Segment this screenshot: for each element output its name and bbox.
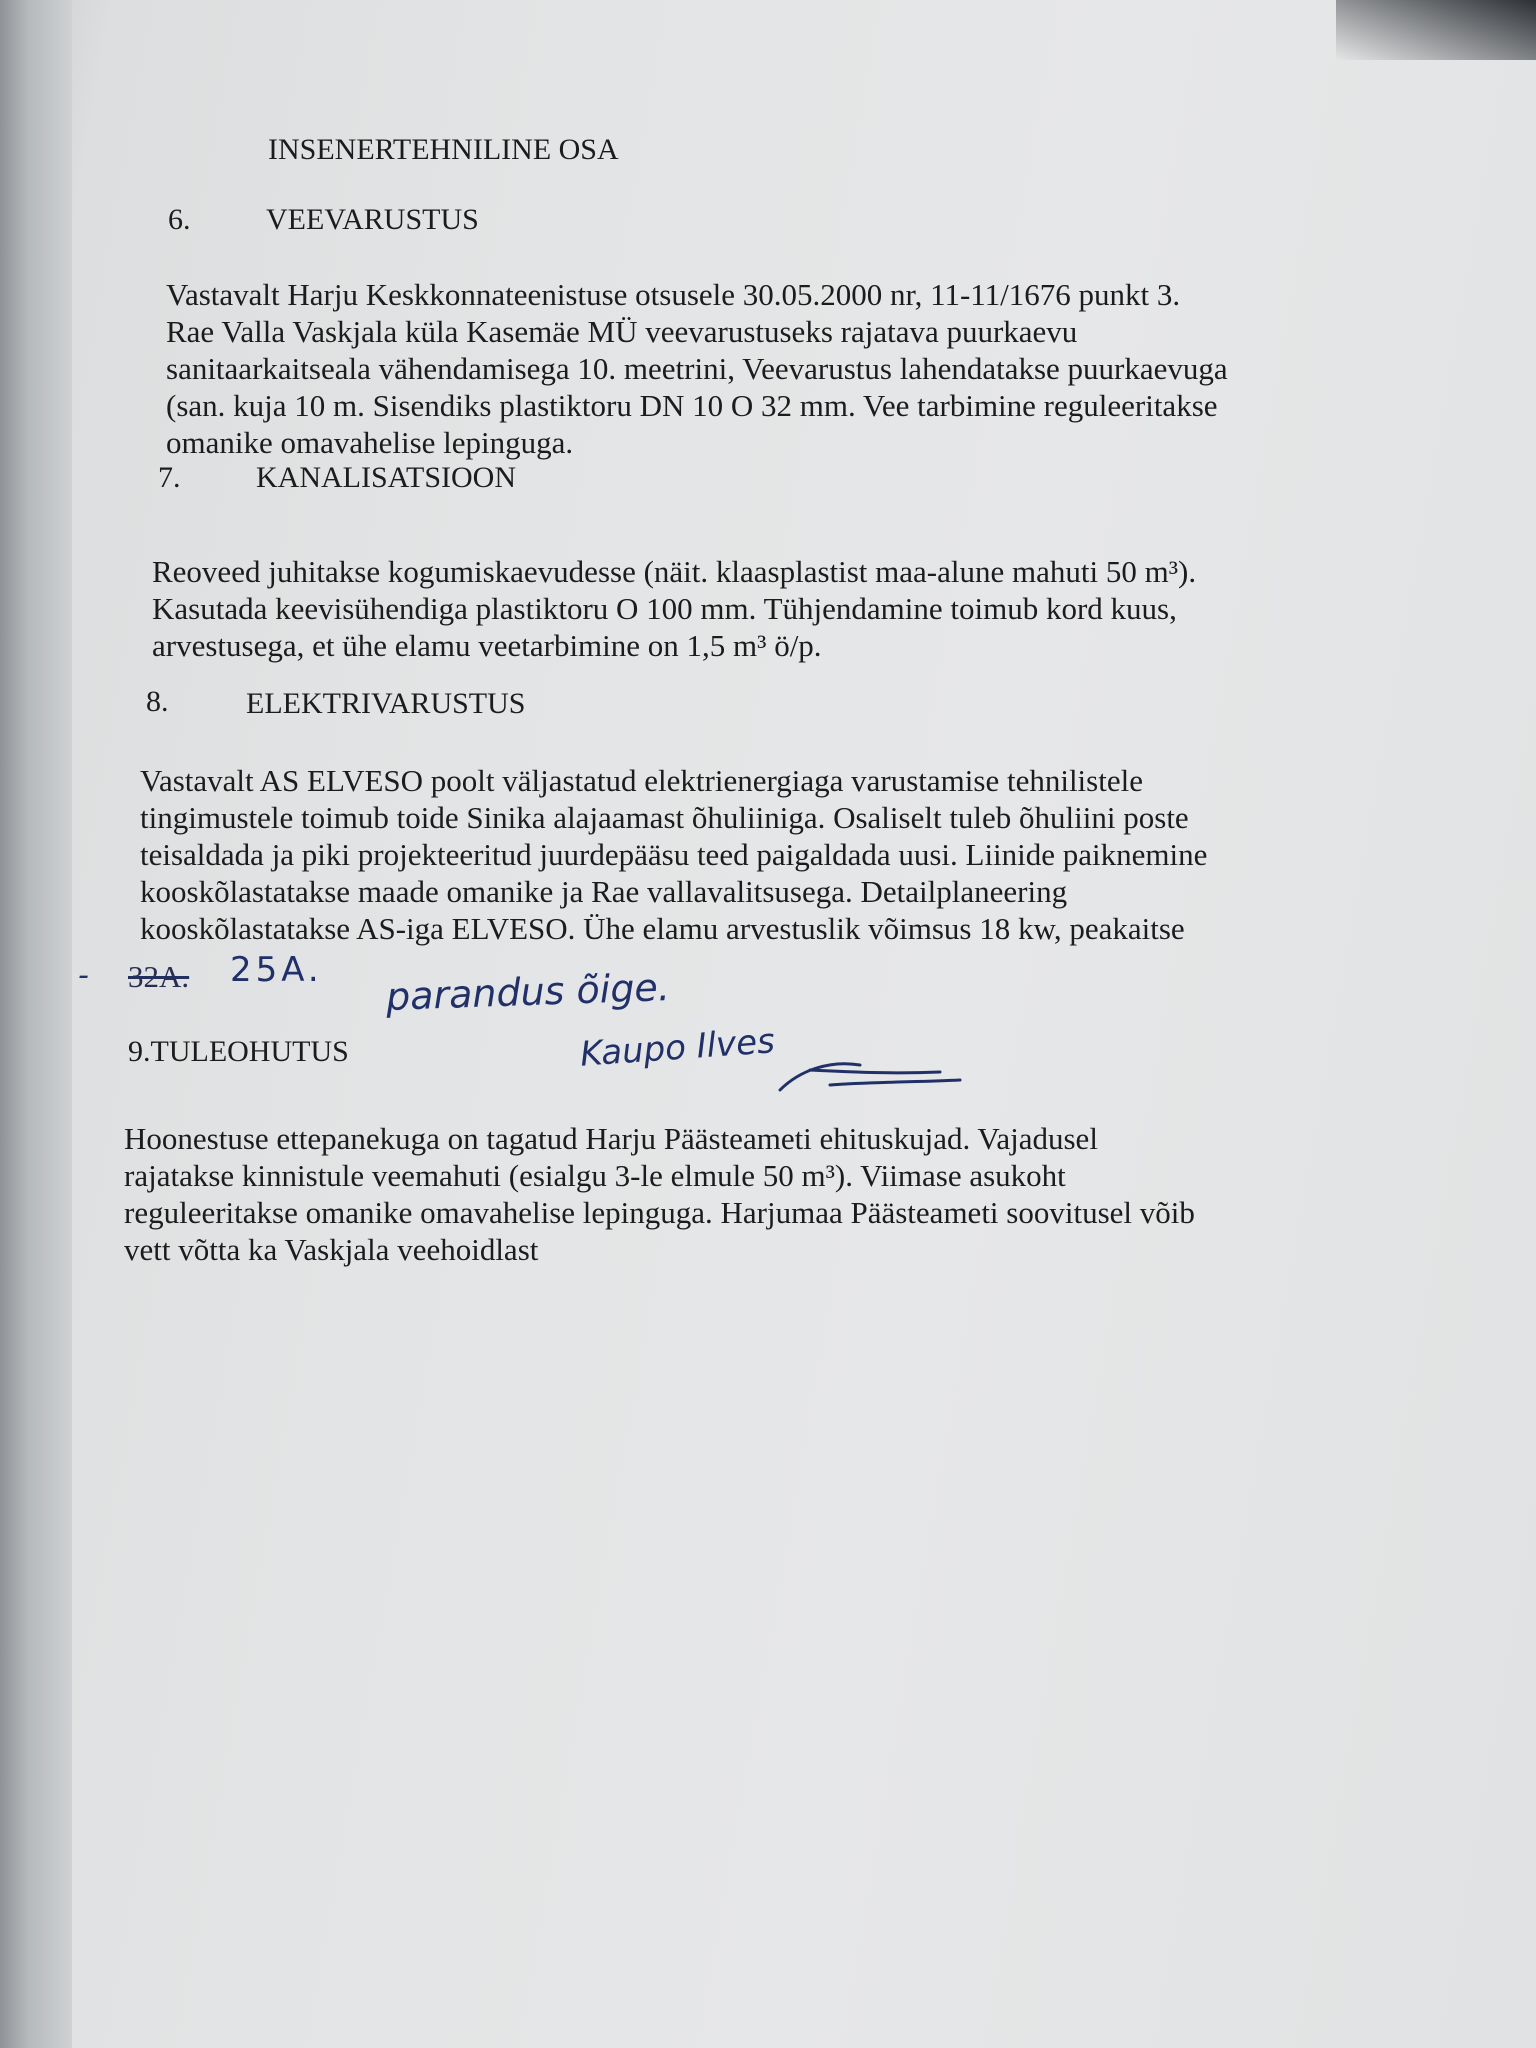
background-corner (1336, 0, 1536, 60)
struck-value: 32A. (128, 959, 190, 994)
section-6-number: 6. (168, 203, 191, 236)
section-7-title: KANALISATSIOON (256, 461, 516, 494)
section-9-line: vett võtta ka Vaskjala veehoidlast (124, 1232, 539, 1267)
section-8-title: ELEKTRIVARUSTUS (246, 687, 526, 720)
margin-mark: - (78, 958, 89, 993)
section-9-body (124, 1120, 1195, 1268)
section-8-line: teisaldada ja piki projekteeritud juurdepääsu teed paigaldada uusi. Liinide paiknemine (140, 837, 1208, 872)
signer-note: Kaupo Ilves (578, 1021, 777, 1075)
section-8-line: kooskõlastatakse maade omanike ja Rae vallavalitsusega. Detailplaneering (140, 874, 1068, 909)
handwritten-value: 25A. (230, 950, 323, 990)
section-9-line: Hoonestuse ettepanekuga on tagatud Harju Päästeameti ehituskujad. Vajadusel (124, 1121, 1098, 1156)
binding-edge (0, 0, 72, 2048)
section-8-line: Vastavalt AS ELVESO poolt väljastatud elektrienergiaga varustamise tehnilistele (140, 763, 1143, 798)
section-7-line: arvestusega, et ühe elamu veetarbimine on 1,5 m³ ö/p. (152, 628, 822, 663)
correction-note: parandus õige. (385, 965, 671, 1019)
section-7-number: 7. (158, 461, 181, 494)
section-8-body (140, 762, 1207, 947)
signature-flourish (770, 1030, 1010, 1100)
section-7-line: Kasutada keevisühendiga plastiktoru O 100 mm. Tühjendamine toimub kord kuus, (152, 591, 1177, 626)
section-6-body (166, 276, 1228, 461)
section-6-line: sanitaarkaitseala vähendamisega 10. meetrini, Veevarustus lahendatakse puurkaevuga (166, 351, 1228, 386)
section-6-title: VEEVARUSTUS (266, 203, 479, 236)
section-9-line: reguleeritakse omanike omavahelise lepinguga. Harjumaa Päästeameti soovitusel võib (124, 1195, 1195, 1230)
section-6-line: Rae Valla Vaskjala küla Kasemäe MÜ veevarustuseks rajatava puurkaevu (166, 314, 1078, 349)
section-9-line: rajatakse kinnistule veemahuti (esialgu 3-le elmule 50 m³). Viimase asukoht (124, 1158, 1066, 1193)
section-9-title: 9.TULEOHUTUS (128, 1035, 349, 1068)
section-8-line: tingimustele toimub toide Sinika alajaamast õhuliiniga. Osaliselt tuleb õhuliini poste (140, 800, 1189, 835)
section-8-line: kooskõlastatakse AS-iga ELVESO. Ühe elamu arvestuslik võimsus 18 kw, peakaitse (140, 911, 1185, 946)
page-title: INSENERTEHNILINE OSA (268, 133, 619, 166)
section-6-line: omanike omavahelise lepinguga. (166, 425, 574, 460)
section-7-line: Reoveed juhitakse kogumiskaevudesse (näit. klaasplastist maa-alune mahuti 50 m³). (152, 554, 1197, 589)
section-6-line: (san. kuja 10 m. Sisendiks plastiktoru DN 10 O 32 mm. Vee tarbimine reguleeritakse (166, 388, 1218, 423)
section-8-number: 8. (146, 685, 169, 718)
section-6-line: Vastavalt Harju Keskkonnateenistuse otsusele 30.05.2000 nr, 11-11/1676 punkt 3. (166, 277, 1181, 312)
section-7-body (152, 553, 1196, 664)
